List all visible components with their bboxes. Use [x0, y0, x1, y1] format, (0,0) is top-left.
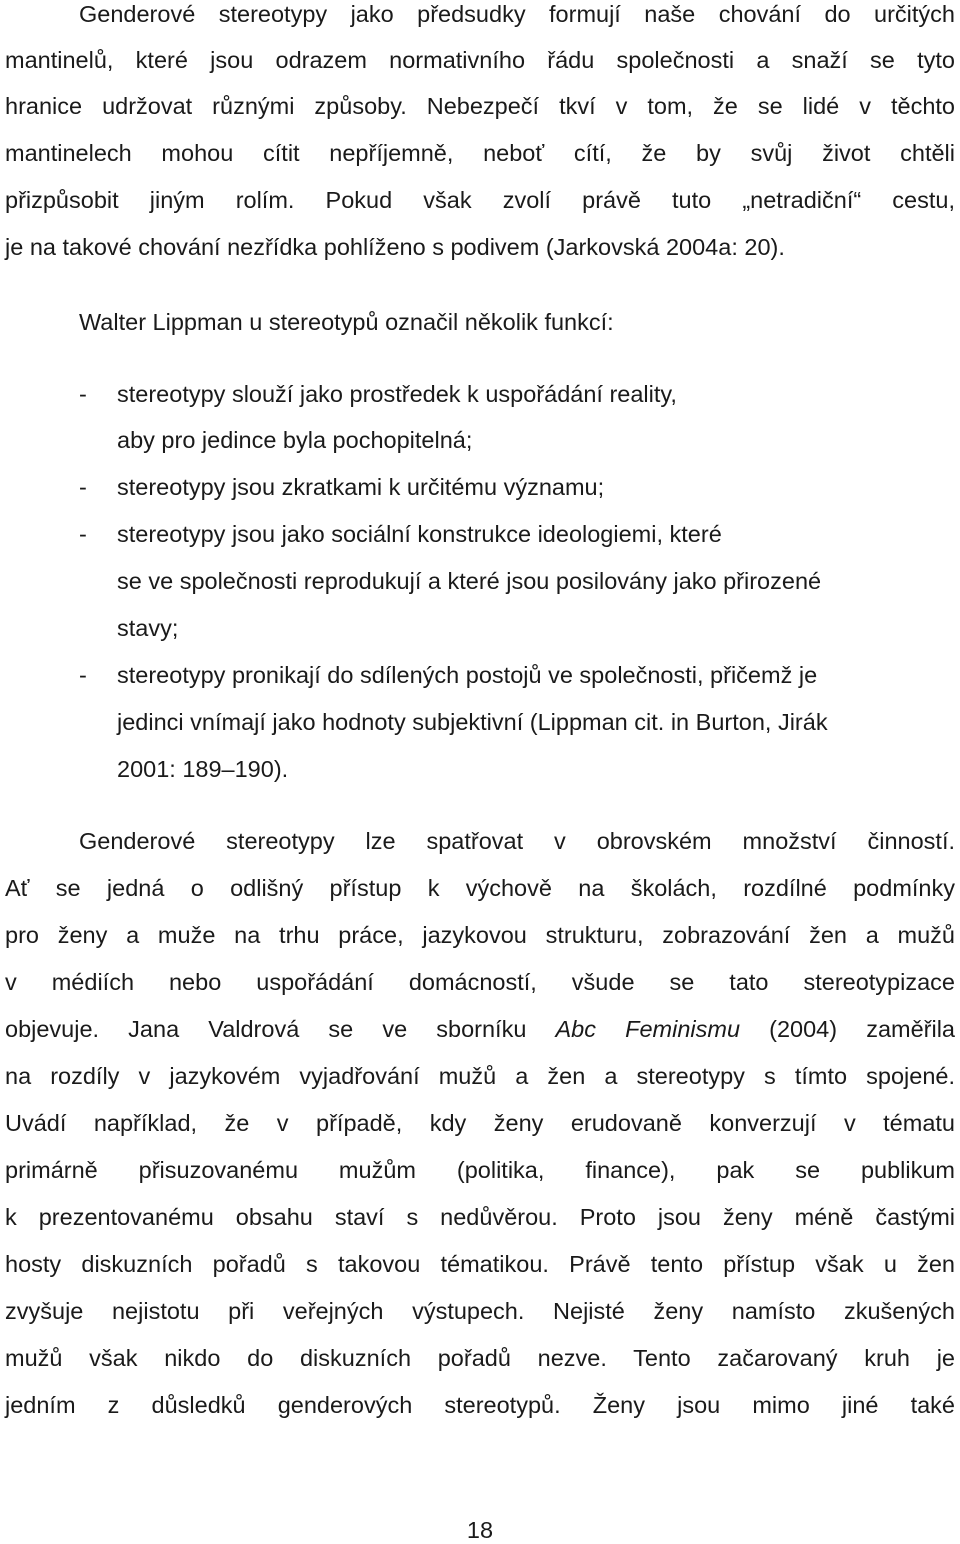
text-line: Uvádí například, že v případě, kdy ženy erudovaně konverzují v tématu	[5, 1110, 955, 1136]
list-item-line: stavy;	[117, 615, 179, 641]
text-line: pro ženy a muže na trhu práce, jazykovou strukturu, zobrazování žen a mužů	[5, 922, 955, 948]
text-line: k prezentovanému obsahu staví s nedůvěrou. Proto jsou ženy méně častými	[5, 1204, 955, 1230]
list-item-line: stereotypy jsou jako sociální konstrukce ideologiemi, které	[117, 521, 722, 547]
list-dash: -	[79, 521, 87, 547]
book-title: Abc Feminismu	[555, 1016, 741, 1042]
text-line: mužů však nikdo do diskuzních pořadů nezve. Tento začarovaný kruh je	[5, 1345, 955, 1371]
text-run: (2004) zaměřila	[740, 1016, 955, 1042]
text-line: jedním z důsledků genderových stereotypů. Ženy jsou mimo jiné také	[5, 1392, 955, 1418]
list-item-line: stereotypy jsou zkratkami k určitému významu;	[117, 474, 605, 500]
text-line: je na takové chování nezřídka pohlíženo s podivem (Jarkovská 2004a: 20).	[5, 234, 785, 260]
list-item-line: stereotypy pronikají do sdílených postojů ve společnosti, přičemž je	[117, 662, 818, 688]
text-line: Ať se jedná o odlišný přístup k výchově na školách, rozdílné podmínky	[5, 875, 955, 901]
list-dash: -	[79, 474, 87, 500]
page-number: 18	[466, 1517, 494, 1543]
list-item-line: aby pro jedince byla pochopitelná;	[117, 427, 473, 453]
list-item-line: 2001: 189–190).	[117, 756, 289, 782]
text-line: zvyšuje nejistotu při veřejných výstupech. Nejisté ženy namísto zkušených	[5, 1298, 955, 1324]
list-item-line: se ve společnosti reprodukují a které jsou posilovány jako přirozené	[117, 568, 822, 594]
list-dash: -	[79, 381, 87, 407]
text-line: Genderové stereotypy lze spatřovat v obrovském množství činností.	[79, 828, 955, 854]
text-run: objevuje. Jana Valdrová se ve sborníku	[5, 1016, 556, 1042]
text-line: na rozdíly v jazykovém vyjadřování mužů a žen a stereotypy s tímto spojené.	[5, 1063, 955, 1089]
text-line: hranice udržovat různými způsoby. Nebezpečí tkví v tom, že se lidé v těchto	[5, 93, 955, 119]
text-line: hosty diskuzních pořadů s takovou tématikou. Právě tento přístup však u žen	[5, 1251, 955, 1277]
text-line: v médiích nebo uspořádání domácností, všude se tato stereotypizace	[5, 969, 955, 995]
list-item-line: stereotypy slouží jako prostředek k uspořádání reality,	[117, 381, 677, 407]
text-line: mantinelech mohou cítit nepříjemně, neboť cítí, že by svůj život chtěli	[5, 140, 955, 166]
text-line: Genderové stereotypy jako předsudky formují naše chování do určitých	[79, 1, 955, 27]
text-line: primárně přisuzovanému mužům (politika, finance), pak se publikum	[5, 1157, 955, 1183]
list-dash: -	[79, 662, 87, 688]
text-line: mantinelů, které jsou odrazem normativního řádu společnosti a snaží se tyto	[5, 47, 955, 73]
text-line	[5, 1015, 955, 1043]
text-line: přizpůsobit jiným rolím. Pokud však zvolí právě tuto „netradiční“ cestu,	[5, 187, 955, 213]
list-item-line: jedinci vnímají jako hodnoty subjektivní (Lippman cit. in Burton, Jirák	[117, 709, 828, 735]
list-intro: Walter Lippman u stereotypů označil několik funkcí:	[79, 309, 614, 335]
